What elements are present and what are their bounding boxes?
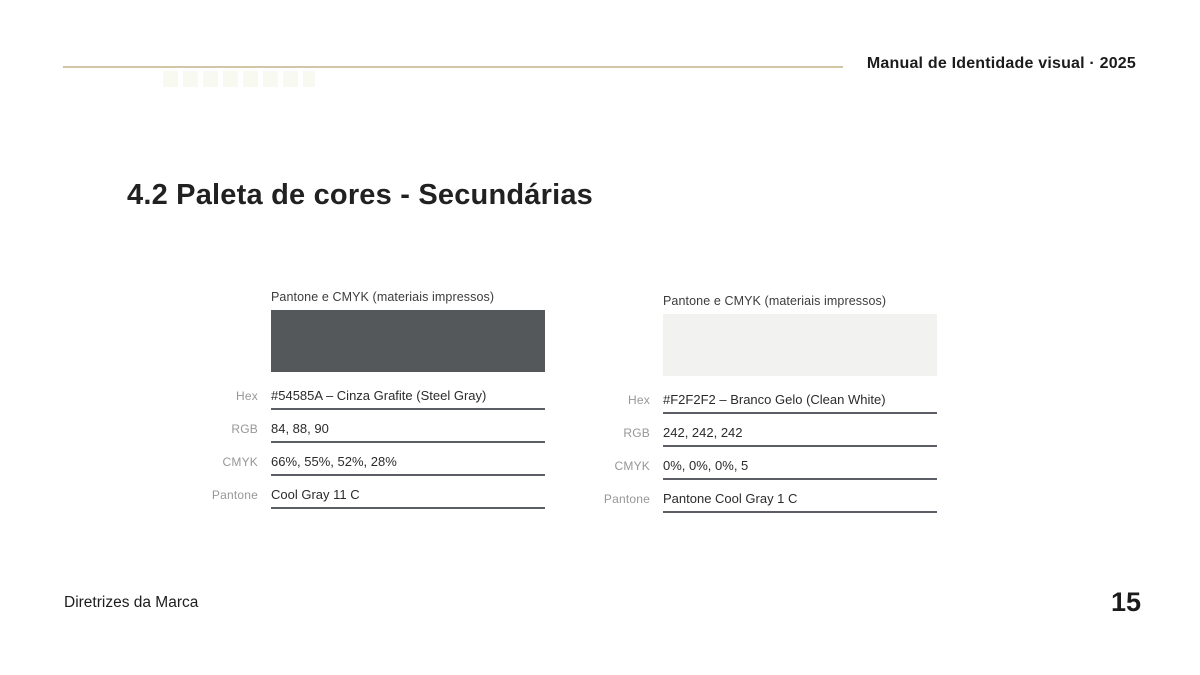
page-number: 15 [1110,587,1141,617]
spec-value: 0%, 0%, 0%, 5 [663,458,937,480]
spec-label: Pantone [603,492,650,506]
color-panel-clean-white [575,293,937,524]
spec-row-pantone [183,487,545,509]
spec-label: CMYK [222,455,258,469]
spec-row-hex [183,388,545,410]
color-spec-rows [183,388,545,509]
spec-label: RGB [231,422,258,436]
spec-label: CMYK [614,459,650,473]
spec-value: #F2F2F2 – Branco Gelo (Clean White) [663,392,937,414]
footer-section-label: Diretrizes da Marca [64,594,199,611]
spec-value: 84, 88, 90 [271,421,545,443]
panel-header-label: Pantone e CMYK (materiais impressos) [663,294,887,308]
spec-row-cmyk [575,458,937,480]
color-panel-steel-gray [183,289,545,520]
spec-value: 242, 242, 242 [663,425,937,447]
page-title: 4.2 Paleta de cores - Secundárias [127,179,593,211]
faint-watermark [163,71,315,87]
spec-label: RGB [623,426,650,440]
spec-row-hex [575,392,937,414]
spec-value: 66%, 55%, 52%, 28% [271,454,545,476]
color-spec-rows [575,392,937,513]
spec-row-rgb [575,425,937,447]
spec-label: Hex [628,393,650,407]
spec-value: Cool Gray 11 C [271,487,545,509]
spec-row-pantone [575,491,937,513]
color-swatch [271,310,545,372]
spec-value: Pantone Cool Gray 1 C [663,491,937,513]
document-header-title: Manual de Identidade visual · 2025 [866,55,1136,72]
spec-label: Pantone [211,488,258,502]
color-swatch [663,314,937,376]
accent-divider-line [63,66,843,68]
panel-header-label: Pantone e CMYK (materiais impressos) [271,290,495,304]
spec-value: #54585A – Cinza Grafite (Steel Gray) [271,388,545,410]
spec-label: Hex [236,389,258,403]
spec-row-cmyk [183,454,545,476]
spec-row-rgb [183,421,545,443]
